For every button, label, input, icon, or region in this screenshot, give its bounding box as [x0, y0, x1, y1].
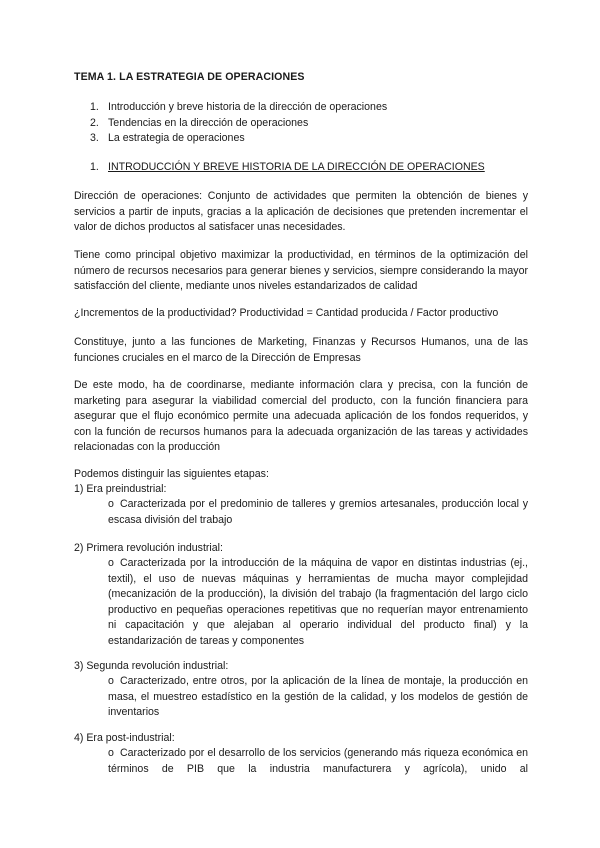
stages-intro: Podemos distinguir las siguientes etapas:	[74, 468, 269, 480]
stage-description-1	[108, 497, 528, 528]
toc-item-3	[90, 131, 245, 147]
stage-text: Caracterizado, entre otros, por la aplicación de la línea de montaje, la producción en masa, el muestreo estadístico en la gestión de la calidad, y los modelos de gestión de inventarios	[108, 675, 528, 718]
paragraph-definition: Dirección de operaciones: Conjunto de actividades que permiten la obtención de bienes y servicios a partir de inputs, gracias a la aplicación de decisiones que pretenden incrementar el valor de dichos productos al satisfacer unas necesidades.	[74, 190, 528, 233]
section-title: INTRODUCCIÓN Y BREVE HISTORIA DE LA DIRECCIÓN DE OPERACIONES	[108, 161, 485, 173]
paragraph-objective: Tiene como principal objetivo maximizar la productividad, en términos de la optimización del número de recursos necesarios para generar bienes y servicios, siempre considerando la mayor satisfacción del cliente, mediante unos niveles estandarizados de calidad	[74, 249, 528, 292]
section-heading	[90, 160, 485, 176]
toc-number: 2.	[90, 117, 99, 129]
document-title: TEMA 1. LA ESTRATEGIA DE OPERACIONES	[74, 71, 305, 83]
toc-number: 3.	[90, 132, 99, 144]
toc-text: La estrategia de operaciones	[108, 132, 245, 144]
paragraph-functions: Constituye, junto a las funciones de Marketing, Finanzas y Recursos Humanos, una de las funciones cruciales en el marco de la Dirección de Empresas	[74, 336, 528, 364]
toc-text: Introducción y breve historia de la dirección de operaciones	[108, 101, 388, 113]
stage-text: Caracterizado por el desarrollo de los servicios (generando más riqueza económica en términos de PIB que la industria manufacturera y agrícola), unido al	[108, 747, 528, 775]
toc-number: 1.	[90, 101, 99, 113]
bullet-icon: o	[108, 675, 114, 687]
paragraph-coordination: De este modo, ha de coordinarse, mediante información clara y precisa, con la función de marketing para asegurar la viabilidad comercial del producto, con la función financiera para asegurar que el flujo económico permite una adecuada aplicación de los fondos requeridos, y con la función de recursos humanos para la adecuada organización de las tareas y actividades relacionadas con la producción	[74, 379, 528, 453]
stage-text: Caracterizada por la introducción de la máquina de vapor en distintas industrias (ej., textil), el uso de nuevas máquinas y herramientas de mucha mayor complejidad (mecanización de la producción), la división del trabajo (la fragmentación del largo ciclo productivo en pequeñas operaciones repetitivas que no requerían mayor entrenamiento ni capacitación y que alejaban al operario individual del producto final) y la estandarización de tareas y componentes	[108, 557, 528, 647]
stage-label-2: 2) Primera revolución industrial:	[74, 542, 223, 554]
paragraph-productivity: ¿Incrementos de la productividad? Productividad = Cantidad producida / Factor productivo	[74, 307, 499, 319]
stage-description-3	[108, 674, 528, 721]
toc-item-2	[90, 116, 308, 132]
stage-description-2	[108, 556, 528, 649]
stage-label-4: 4) Era post-industrial:	[74, 732, 175, 744]
bullet-icon: o	[108, 557, 114, 569]
stage-label-1: 1) Era preindustrial:	[74, 483, 167, 495]
stage-label-3: 3) Segunda revolución industrial:	[74, 660, 229, 672]
toc-text: Tendencias en la dirección de operaciones	[108, 117, 309, 129]
bullet-icon: o	[108, 747, 114, 759]
stage-text: Caracterizada por el predominio de talleres y gremios artesanales, producción local y escasa división del trabajo	[108, 498, 528, 526]
bullet-icon: o	[108, 498, 114, 510]
stage-description-4	[108, 746, 528, 777]
toc-item-1	[90, 100, 387, 116]
section-number: 1.	[90, 161, 99, 173]
